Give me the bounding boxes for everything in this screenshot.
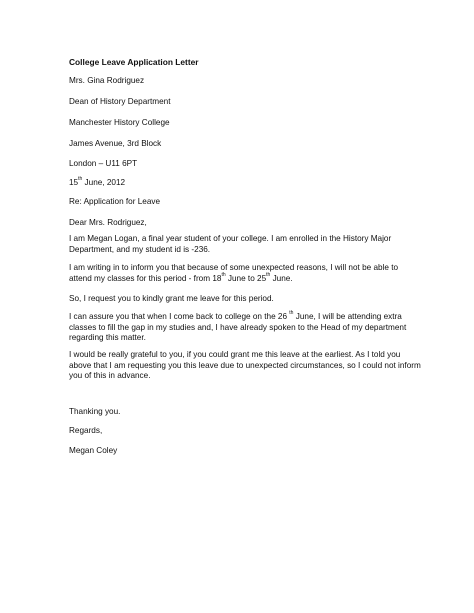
recipient-city: London – U11 6PT <box>69 159 138 168</box>
paragraph-reason <box>69 263 414 284</box>
paragraph-line: above that I am requesting you this leave due to unexpected circumstances, so I could not inform <box>69 360 421 370</box>
paragraph-request: So, I request you to kindly grant me leave for this period. <box>69 294 274 303</box>
paragraph-line: regarding this matter. <box>69 333 146 343</box>
paragraph-line: you of this in advance. <box>69 371 151 381</box>
return-date-rest: June, I will be attending extra <box>293 312 402 321</box>
closing-regards: Regards, <box>69 426 103 435</box>
paragraph-line: I am Megan Logan, a final year student of your college. I am enrolled in the History Major <box>69 234 392 243</box>
closing-thanks: Thanking you. <box>69 407 121 416</box>
paragraph-line <box>69 312 414 323</box>
recipient-street: James Avenue, 3rd Block <box>69 139 162 148</box>
date-day: 15 <box>69 178 79 187</box>
paragraph-gratitude <box>69 350 421 382</box>
leave-end-month: June. <box>270 273 293 283</box>
signature-name: Megan Coley <box>69 446 118 455</box>
recipient-institution: Manchester History College <box>69 118 170 127</box>
recipient-name: Mrs. Gina Rodriguez <box>69 76 145 85</box>
paragraph-line: I would be really grateful to you, if you could grant me this leave at the earliest. As I told you <box>69 350 401 359</box>
paragraph-introduction <box>69 234 414 255</box>
leave-end-text: June to 25 <box>225 273 267 283</box>
recipient-position: Dean of History Department <box>69 97 171 106</box>
ordinal-suffix: th <box>266 271 271 278</box>
paragraph-line: classes to fill the gap in my studies and, I have already spoken to the Head of my department <box>69 322 407 332</box>
letter-salutation: Dear Mrs. Rodriguez, <box>69 218 147 227</box>
paragraph-line <box>69 271 414 285</box>
date-suffix: th <box>78 176 83 183</box>
letter-subject: Re: Application for Leave <box>69 197 161 206</box>
paragraph-line: Department, and my student id is -236. <box>69 244 211 254</box>
letter-date <box>69 177 125 188</box>
ordinal-suffix: th <box>289 310 294 317</box>
return-date-text: I can assure you that when I come back to college on the 26 <box>69 312 290 321</box>
leave-start-text: attend my classes for this period - from 18 <box>69 273 222 283</box>
letter-title: College Leave Application Letter <box>69 57 199 67</box>
paragraph-line: I am writing in to inform you that because of some unexpected reasons, I will not be able to <box>69 263 399 272</box>
paragraph-assurance <box>69 312 414 344</box>
date-rest: June, 2012 <box>82 178 126 187</box>
ordinal-suffix: th <box>221 271 226 278</box>
